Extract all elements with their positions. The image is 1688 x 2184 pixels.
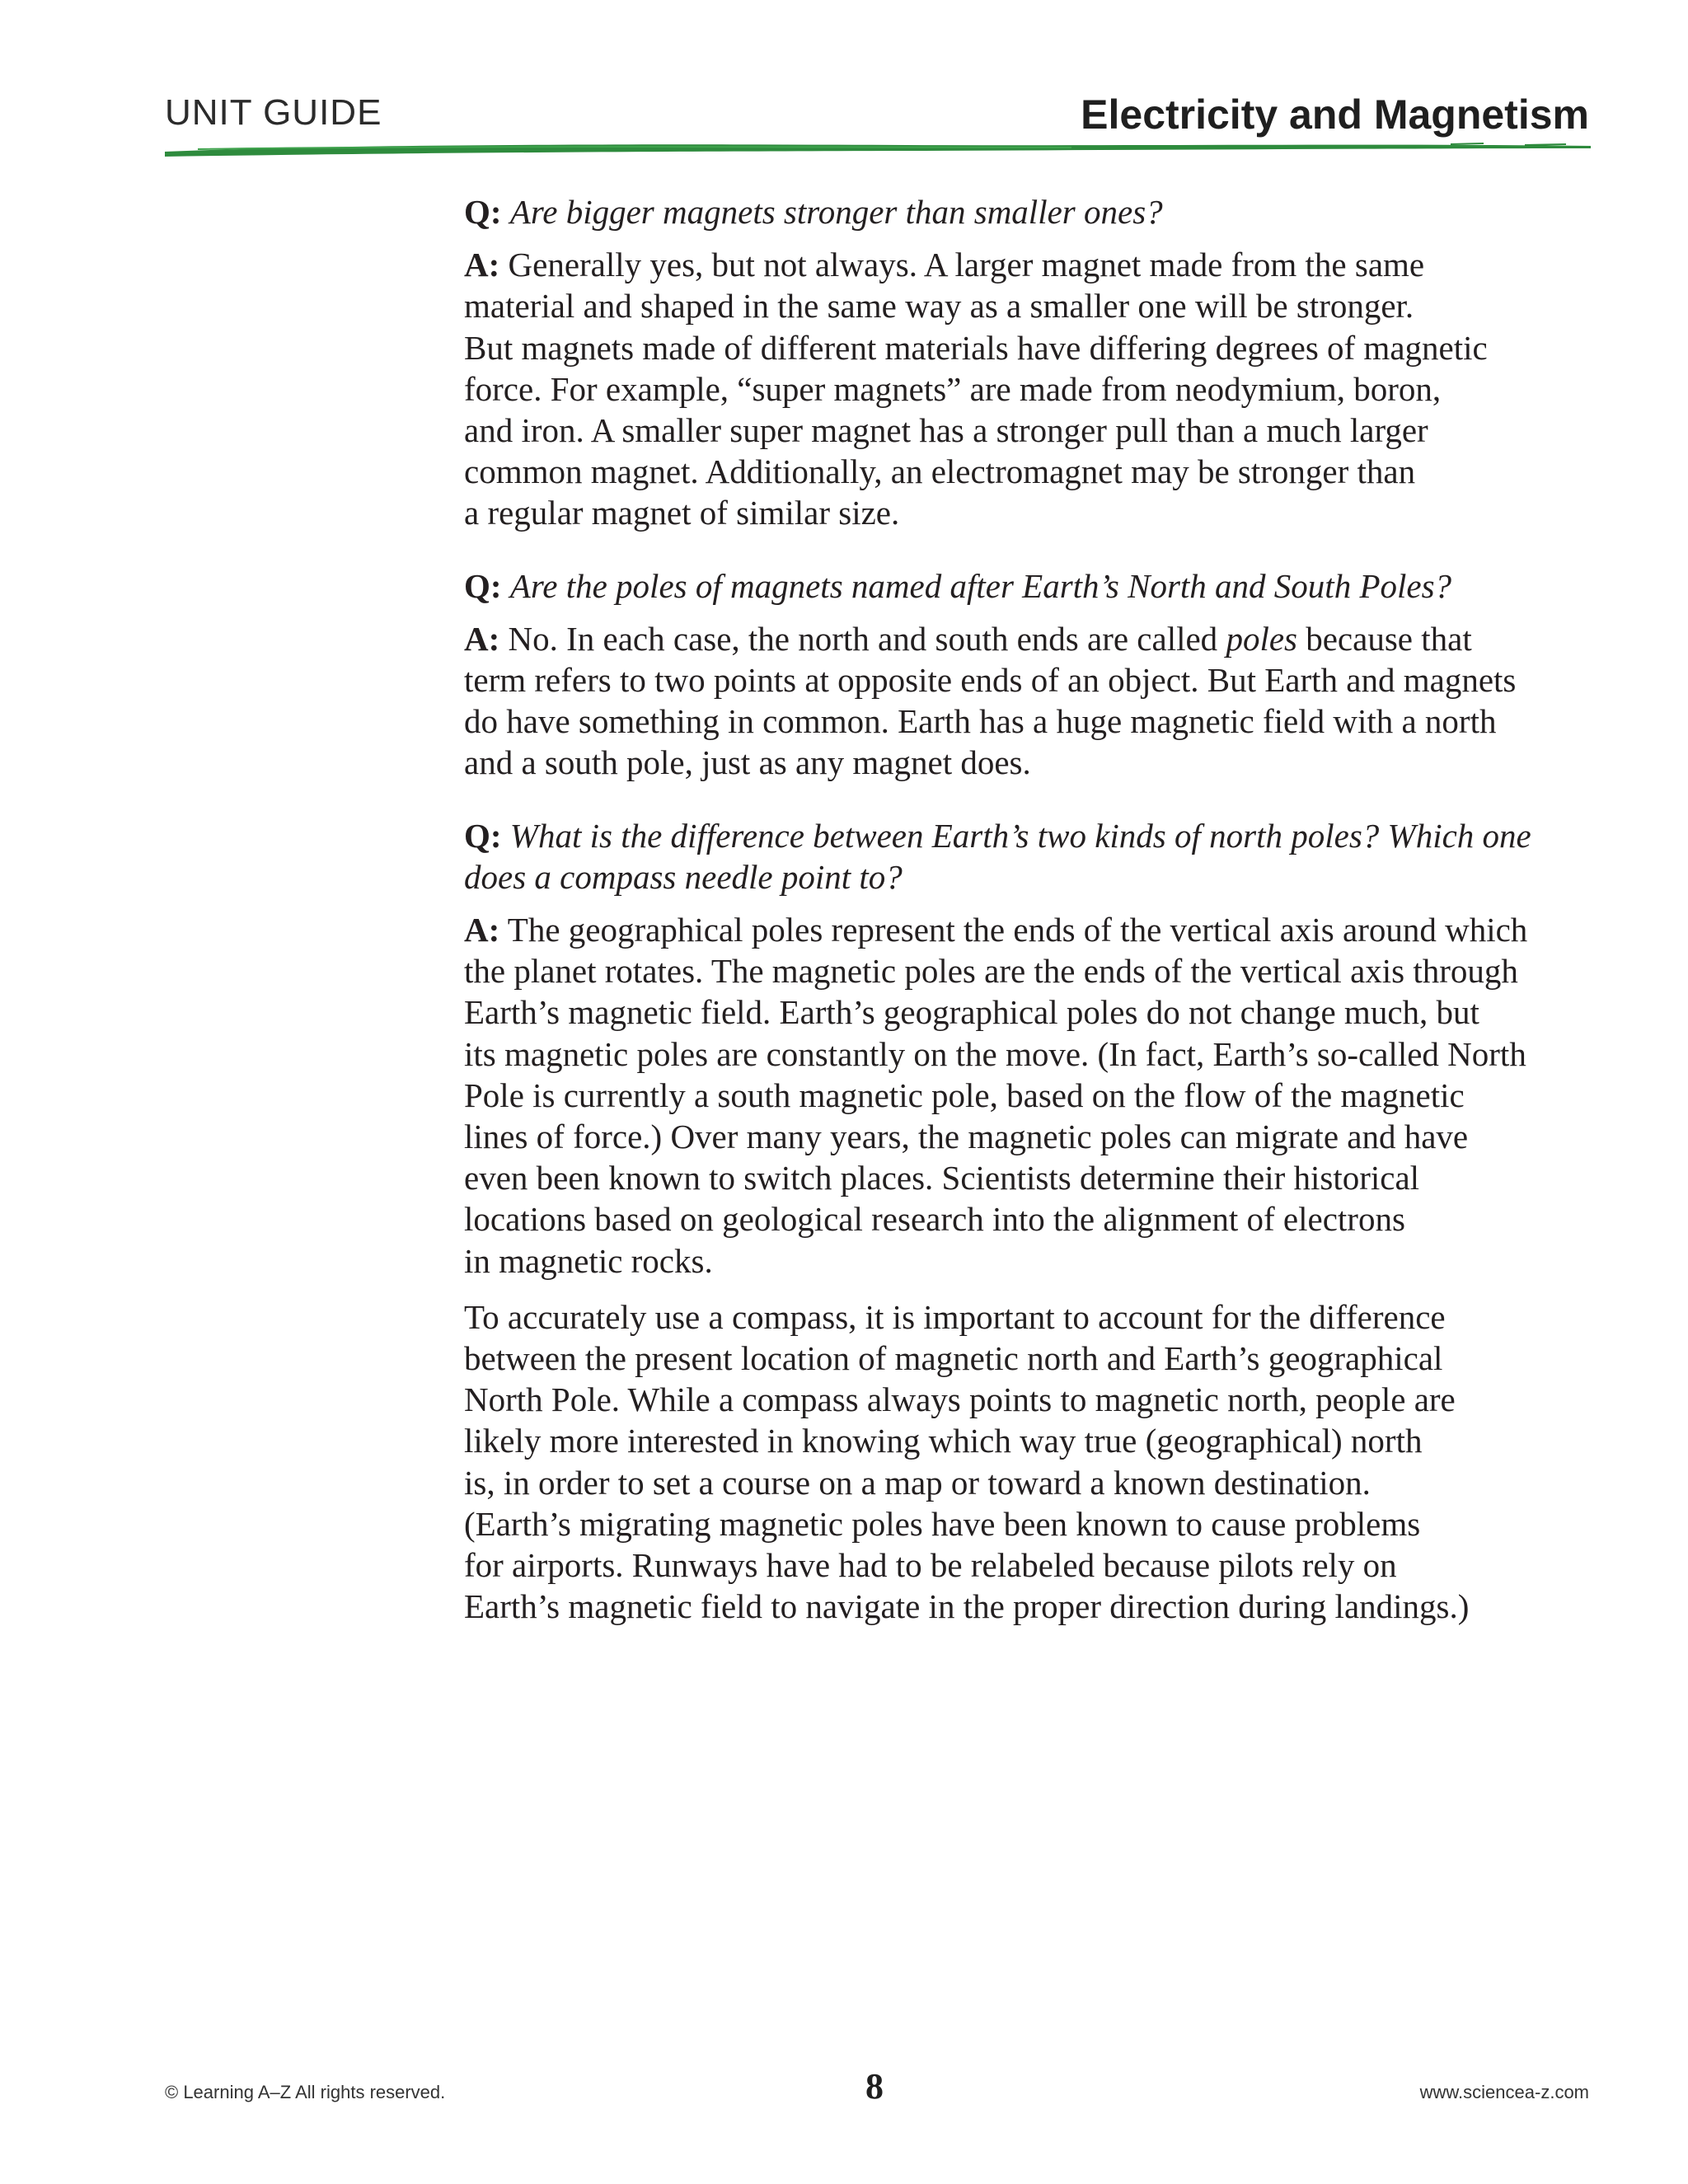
answer-line: a regular magnet of similar size. — [464, 494, 900, 532]
answer-label: A: — [464, 911, 500, 949]
answer-3 — [464, 909, 1593, 1282]
paragraph-line: for airports. Runways have had to be relabeled because pilots rely on — [464, 1546, 1397, 1585]
answer-line: in magnetic rocks. — [464, 1241, 713, 1280]
answer-line: Generally yes, but not always. A larger magnet made from the same — [508, 246, 1425, 284]
answer-line: The geographical poles represent the ends of the vertical axis around which — [507, 911, 1528, 949]
copyright-notice: © Learning A–Z All rights reserved. — [165, 2082, 446, 2102]
answer-line: Pole is currently a south magnetic pole, based on the flow of the magnetic — [464, 1076, 1465, 1114]
question-1 — [464, 191, 1593, 232]
answer-line: and a south pole, just as any magnet does. — [464, 743, 1031, 782]
question-text: Are the poles of magnets named after Earth’s North and South Poles? — [509, 566, 1452, 605]
paragraph-line: between the present location of magnetic north and Earth’s geographical — [464, 1339, 1443, 1378]
question-label: Q: — [464, 193, 502, 231]
unit-guide-label: UNIT GUIDE — [165, 92, 382, 133]
answer-line: lines of force.) Over many years, the magnetic poles can migrate and have — [464, 1118, 1469, 1156]
page-title: Electricity and Magnetism — [1081, 91, 1589, 138]
question-label: Q: — [464, 566, 502, 605]
question-text: Are bigger magnets stronger than smaller ones? — [509, 193, 1163, 231]
answer-line: But magnets made of different materials have differing degrees of magnetic — [464, 328, 1488, 367]
paragraph-line: likely more interested in knowing which way true (geographical) north — [464, 1422, 1423, 1460]
question-text: does a compass needle point to? — [464, 857, 903, 896]
paragraph-line: To accurately use a compass, it is important to account for the difference — [464, 1297, 1446, 1336]
answer-line-pre: No. In each case, the north and south ends are called — [508, 619, 1226, 658]
question-text: What is the difference between Earth’s two kinds of north poles? Which one — [509, 816, 1531, 855]
answer-line: term refers to two points at opposite ends of an object. But Earth and magnets — [464, 661, 1517, 700]
answer-line-post: because that — [1296, 619, 1472, 658]
paragraph-line: North Pole. While a compass always points to magnetic north, people are — [464, 1380, 1456, 1419]
answer-line: locations based on geological research into the alignment of electrons — [464, 1200, 1405, 1239]
answer-line: Earth’s magnetic field. Earth’s geographical poles do not change much, but — [464, 993, 1479, 1032]
website-url: www.sciencea-z.com — [1419, 2082, 1589, 2102]
answer-label: A: — [464, 619, 500, 658]
header-brush-rule — [165, 138, 1591, 158]
answer-2 — [464, 618, 1593, 784]
answer-line: force. For example, “super magnets” are made from neodymium, boron, — [464, 369, 1442, 408]
answer-line: and iron. A smaller super magnet has a stronger pull than a much larger — [464, 411, 1428, 450]
paragraph-line: Earth’s magnetic field to navigate in the proper direction during landings.) — [464, 1587, 1470, 1626]
paragraph-line: is, in order to set a course on a map or toward a known destination. — [464, 1463, 1371, 1502]
answer-line: material and shaped in the same way as a smaller one will be stronger. — [464, 287, 1414, 326]
question-label: Q: — [464, 816, 502, 855]
answer-line: even been known to switch places. Scientists determine their historical — [464, 1159, 1420, 1197]
answer-line: the planet rotates. The magnetic poles are the ends of the vertical axis through — [464, 952, 1518, 991]
page-number: 8 — [865, 2066, 884, 2107]
answer-1 — [464, 244, 1593, 533]
answer-line: its magnetic poles are constantly on the move. (In fact, Earth’s so-called North — [464, 1034, 1526, 1073]
answer-emphasis: poles — [1226, 619, 1297, 658]
question-3 — [464, 815, 1593, 898]
answer-3-paragraph-2 — [464, 1296, 1593, 1628]
answer-line: common magnet. Additionally, an electromagnet may be stronger than — [464, 452, 1416, 491]
answer-line: do have something in common. Earth has a huge magnetic field with a north — [464, 702, 1497, 741]
qa-content — [464, 191, 1593, 1659]
answer-label: A: — [464, 246, 500, 284]
question-2 — [464, 565, 1593, 607]
paragraph-line: (Earth’s migrating magnetic poles have been known to cause problems — [464, 1504, 1421, 1543]
